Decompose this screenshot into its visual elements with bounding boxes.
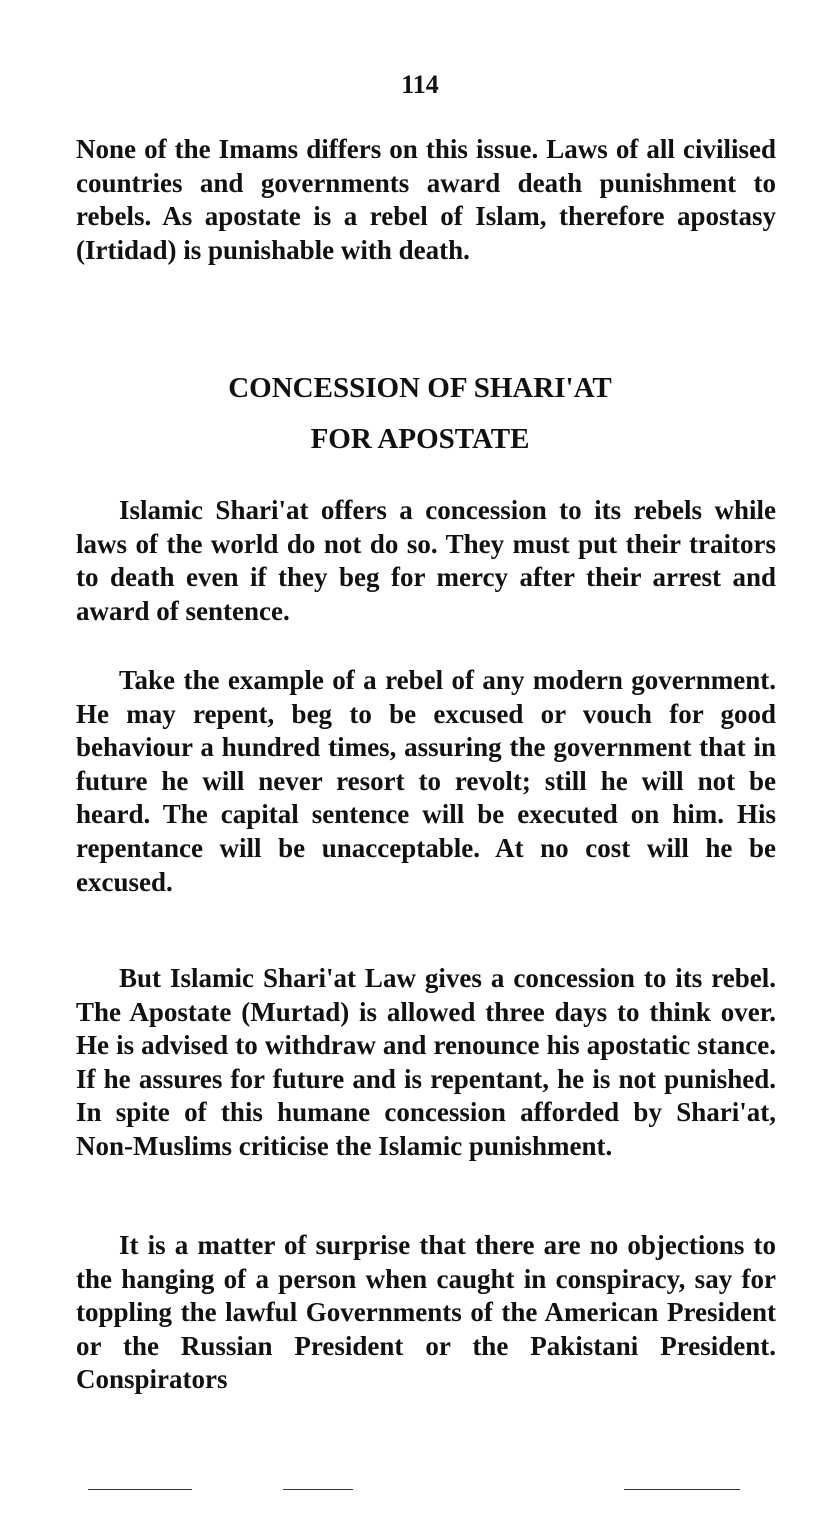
section-heading-line-2: FOR APOSTATE [310,423,530,455]
footer-rule [283,1489,353,1490]
page-number: 114 [401,70,439,99]
paragraph-surprise: It is a matter of surprise that there are no objections to the hanging of a person when caught in conspiracy, say for toppling the lawful Governments of the American President or the Russian President or the Pakistani President. Conspirators [76,1230,776,1395]
paragraph-concession: Islamic Shari'at offers a concession to its rebels while laws of the world do not do so. They must put their traitors to death even if they beg for mercy after their arrest and award of sentence. [76,495,776,626]
paragraph-intro: None of the Imams differs on this issue. Laws of all civilised countries and governments award death punishment to rebels. As apostate is a rebel of Islam, therefore apostasy (Irtidad) is punishable with death. [76,134,776,265]
section-heading-line-1: CONCESSION OF SHARI'AT [228,372,612,404]
paragraph-shariat-concession: But Islamic Shari'at Law gives a concession to its rebel. The Apostate (Murtad) is allowed three days to think over. He is advised to withdraw and renounce his apostatic stance. If he assures for future and is repentant, he is not punished. In spite of this humane concession afforded by Shari'at, Non-Muslims criticise the Islamic punishment. [76,963,776,1161]
footer-rule [624,1489,740,1490]
paragraph-modern-government: Take the example of a rebel of any modern government. He may repent, beg to be excused or vouch for good behaviour a hundred times, assuring the government that in future he will never resort to revolt; still he will not be heard. The capital sentence will be executed on him. His repentance will be unacceptable. At no cost will he be excused. [76,665,776,897]
footer-rule [88,1489,192,1490]
